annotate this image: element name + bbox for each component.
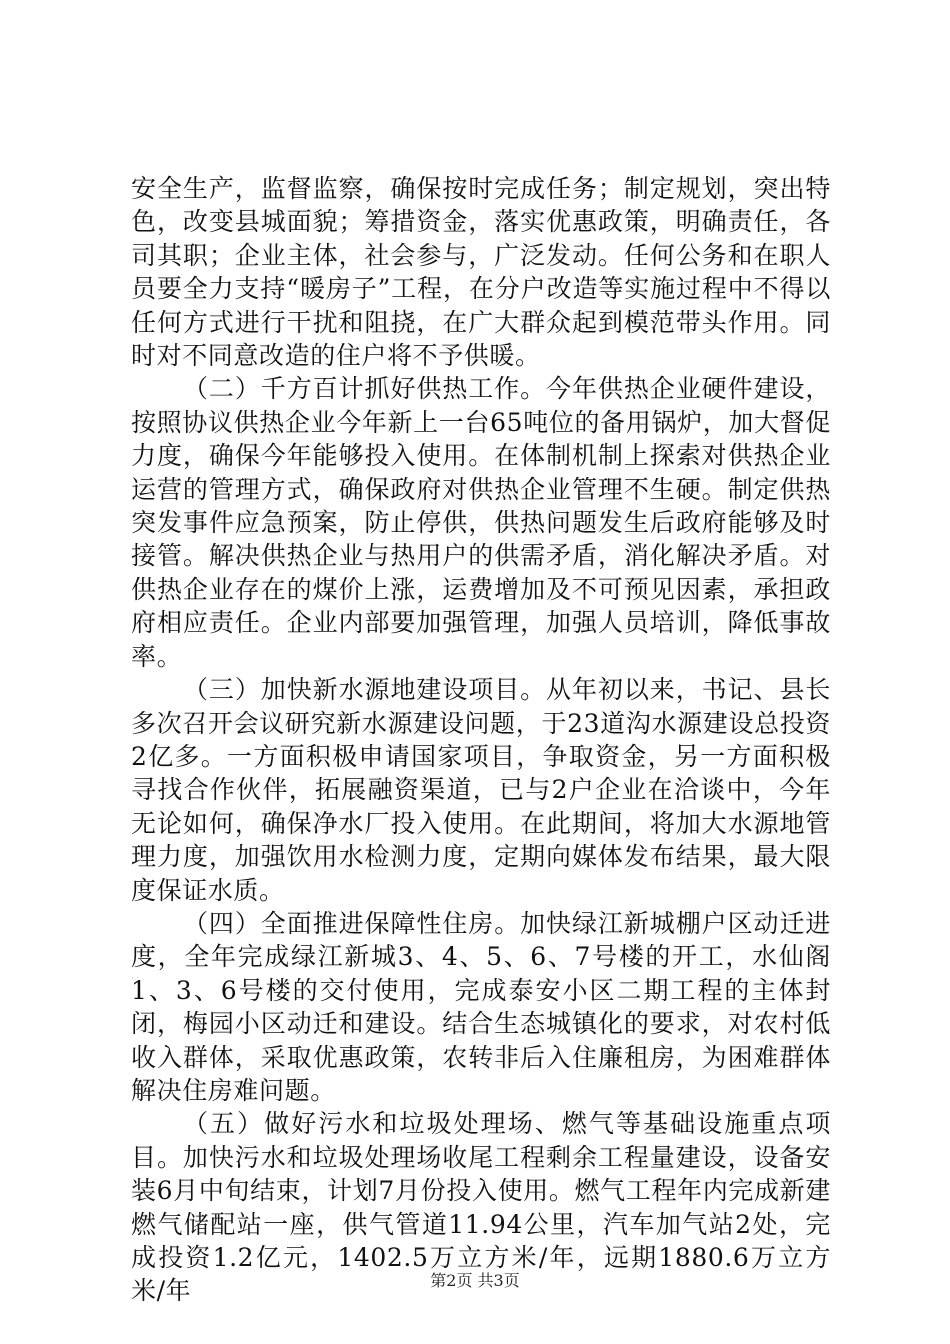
paragraph-heating-work: （二）千方百计抓好供热工作。今年供热企业硬件建设，按照协议供热企业今年新上一台65吨位的备用锅炉，加大督促力度，确保今年能够投入使用。在体制机制上探索对供热企业运营的管理方式，确保政府对供热企业管理不生硬。制定供热突发事件应急预案，防止停供，供热问题发生后政府能够及时接管。解决供热企业与热用户的供需矛盾，消化解决矛盾。对供热企业存在的煤价上涨，运费增加及不可预见因素，承担政府相应责任。企业内部要加强管理，加强人员培训，降低事故率。	[131, 374, 831, 671]
paragraph-water-source: （三）加快新水源地建设项目。从年初以来，书记、县长多次召开会议研究新水源建设问题，于23道沟水源建设总投资2亿多。一方面积极申请国家项目，争取资金，另一方面积极寻找合作伙伴，拓展融资渠道，已与2户企业在洽谈中，今年无论如何，确保净水厂投入使用。在此期间，将加大水源地管理力度，加强饮用水检测力度，定期向媒体发布结果，最大限度保证水质。	[131, 675, 831, 905]
document-body	[131, 172, 831, 1308]
paragraph-continuation: 安全生产，监督监察，确保按时完成任务；制定规划，突出特色，改变县城面貌；筹措资金，落实优惠政策，明确责任，各司其职；企业主体，社会参与，广泛发动。任何公务和在职人员要全力支持“暖房子”工程，在分户改造等实施过程中不得以任何方式进行干扰和阻挠，在广大群众起到模范带头作用。同时对不同意改造的住户将不予供暖。	[131, 174, 831, 371]
page-number-footer: 第2页 共3页	[430, 1271, 520, 1290]
paragraph-affordable-housing: （四）全面推进保障性住房。加快绿江新城棚户区动迁进度，全年完成绿江新城3、4、5、6、7号楼的开工，水仙阁1、3、6号楼的交付使用，完成泰安小区二期工程的主体封闭，梅园小区动迁和建设。结合生态城镇化的要求，对农村低收入群体，采取优惠政策，农转非后入住廉租房，为困难群体解决住房难问题。	[131, 908, 831, 1105]
paragraph-infrastructure: （五）做好污水和垃圾处理场、燃气等基础设施重点项目。加快污水和垃圾处理场收尾工程剩余工程量建设，设备安装6月中旬结束，计划7月份投入使用。燃气工程年内完成新建燃气储配站一座，供气管道11.94公里，汽车加气站2处，完成投资1.2亿元，1402.5万立方米/年，远期1880.6万立方米/年	[131, 1109, 831, 1306]
